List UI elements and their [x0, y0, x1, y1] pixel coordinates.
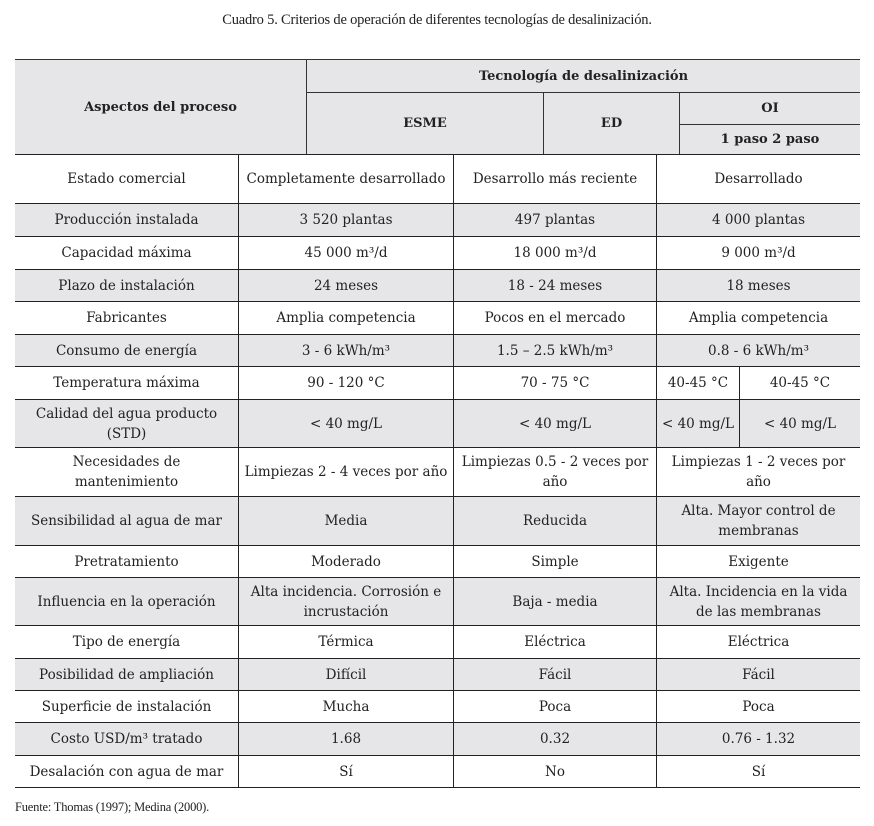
- cell-ed: Poca: [453, 691, 656, 722]
- cell-oi: 0.8 - 6 kWh/m³: [656, 335, 860, 366]
- cell-aspect: Tipo de energía: [72, 634, 181, 650]
- header-ed: ED: [600, 116, 623, 131]
- table-row: [15, 448, 860, 497]
- cell-esme: 90 - 120 °C: [238, 367, 453, 399]
- cell-aspect: Sensibilidad al agua de mar: [30, 513, 222, 529]
- cell-oi: Fácil: [656, 659, 860, 690]
- table-row: [15, 578, 860, 626]
- cell-aspect: Pretratamiento: [74, 553, 179, 570]
- table-row: [15, 270, 860, 302]
- cell-ed: Pocos en el mercado: [453, 302, 656, 334]
- cell-aspect: Calidad del agua producto (STD): [35, 405, 218, 442]
- cell-ed: 497 plantas: [453, 204, 656, 236]
- header-oi-steps: 1 paso 2 paso: [720, 132, 820, 147]
- cell-oi: 9 000 m³/d: [656, 237, 860, 269]
- table-row: [15, 155, 860, 204]
- table-row: [15, 237, 860, 270]
- cell-oi-2-step: < 40 mg/L: [739, 400, 860, 447]
- cell-oi: Limpiezas 1 - 2 veces por año: [656, 448, 860, 496]
- cell-oi-1-step: 40-45 °C: [656, 367, 739, 399]
- cell-oi-1-step: < 40 mg/L: [656, 400, 739, 447]
- cell-ed: 1.5 – 2.5 kWh/m³: [453, 335, 656, 366]
- cell-aspect: Costo USD/m³ tratado: [50, 731, 203, 747]
- cell-oi: Alta. Mayor control de membranas: [656, 497, 860, 545]
- cell-aspect: Estado comercial: [67, 171, 186, 187]
- cell-ed: 70 - 75 °C: [453, 367, 656, 399]
- cell-esme: 1.68: [238, 723, 453, 755]
- cell-esme: Alta incidencia. Corrosión e incrustación: [238, 578, 453, 625]
- table-row: [15, 626, 860, 659]
- cell-esme: Moderado: [238, 546, 453, 577]
- cell-ed: Desarrollo más reciente: [453, 155, 656, 203]
- cell-aspect: Plazo de instalación: [58, 277, 195, 294]
- cell-esme: Limpiezas 2 - 4 veces por año: [238, 448, 453, 496]
- cell-aspect: Capacidad máxima: [61, 245, 192, 261]
- cell-oi: 4 000 plantas: [656, 204, 860, 236]
- cell-ed: < 40 mg/L: [453, 400, 656, 447]
- cell-esme: Media: [238, 497, 453, 545]
- header-esme: ESME: [403, 116, 447, 131]
- cell-ed: Reducida: [453, 497, 656, 545]
- cell-aspect: Consumo de energía: [55, 342, 198, 359]
- cell-esme: 3 - 6 kWh/m³: [238, 335, 453, 366]
- cell-ed: Limpiezas 0.5 - 2 veces por año: [453, 448, 656, 496]
- header-technology-group: Tecnología de desalinización: [478, 68, 689, 84]
- table-row: [15, 400, 860, 448]
- cell-oi: Poca: [656, 691, 860, 722]
- cell-esme: Amplia competencia: [238, 302, 453, 334]
- cell-esme: 24 meses: [238, 270, 453, 301]
- table-row: [15, 756, 860, 788]
- cell-oi: 0.76 - 1.32: [656, 723, 860, 755]
- cell-oi: Sí: [656, 756, 860, 787]
- cell-ed: 18 000 m³/d: [453, 237, 656, 269]
- cell-aspect: Superficie de instalación: [41, 698, 212, 715]
- cell-ed: Simple: [453, 546, 656, 577]
- header-oi: OI: [761, 101, 779, 116]
- table-row: [15, 367, 860, 400]
- cell-esme: Completamente desarrollado: [238, 155, 453, 203]
- cell-ed: Fácil: [453, 659, 656, 690]
- cell-aspect: Influencia en la operación: [37, 593, 216, 610]
- cell-oi: Desarrollado: [656, 155, 860, 203]
- cell-esme: Térmica: [238, 626, 453, 658]
- cell-ed: Eléctrica: [453, 626, 656, 658]
- cell-oi: Eléctrica: [656, 626, 860, 658]
- cell-aspect: Desalación con agua de mar: [29, 763, 224, 780]
- cell-ed: Baja - media: [453, 578, 656, 625]
- table-source: Fuente: Thomas (1997); Medina (2000).: [15, 800, 210, 814]
- cell-esme: < 40 mg/L: [238, 400, 453, 447]
- cell-oi-2-step: 40-45 °C: [739, 367, 860, 399]
- cell-ed: 18 - 24 meses: [453, 270, 656, 301]
- table-row: [15, 691, 860, 723]
- table-row: [15, 204, 860, 237]
- table-caption: Cuadro 5. Criterios de operación de diferentes tecnologías de desalinización.: [222, 12, 652, 28]
- table-header: [15, 59, 860, 155]
- cell-aspect: Posibilidad de ampliación: [39, 666, 214, 683]
- cell-esme: 45 000 m³/d: [238, 237, 453, 269]
- table-row: [15, 659, 860, 691]
- table-row: [15, 302, 860, 335]
- cell-oi: 18 meses: [656, 270, 860, 301]
- cell-oi: Alta. Incidencia en la vida de las membranas: [656, 578, 860, 625]
- table-row: [15, 723, 860, 756]
- cell-ed: 0.32: [453, 723, 656, 755]
- cell-esme: Sí: [238, 756, 453, 787]
- cell-aspect: Temperatura máxima: [53, 375, 200, 391]
- cell-esme: 3 520 plantas: [238, 204, 453, 236]
- cell-esme: Mucha: [238, 691, 453, 722]
- cell-aspect: Fabricantes: [86, 310, 167, 326]
- cell-aspect: Producción instalada: [54, 212, 199, 228]
- cell-oi: Amplia competencia: [656, 302, 860, 334]
- table-row: [15, 497, 860, 546]
- table-row: [15, 546, 860, 578]
- cell-aspect: Necesidades de mantenimiento: [72, 454, 181, 490]
- cell-ed: No: [453, 756, 656, 787]
- table-row: [15, 335, 860, 367]
- cell-esme: Difícil: [238, 659, 453, 690]
- header-aspects: Aspectos del proceso: [84, 99, 237, 115]
- cell-oi: Exigente: [656, 546, 860, 577]
